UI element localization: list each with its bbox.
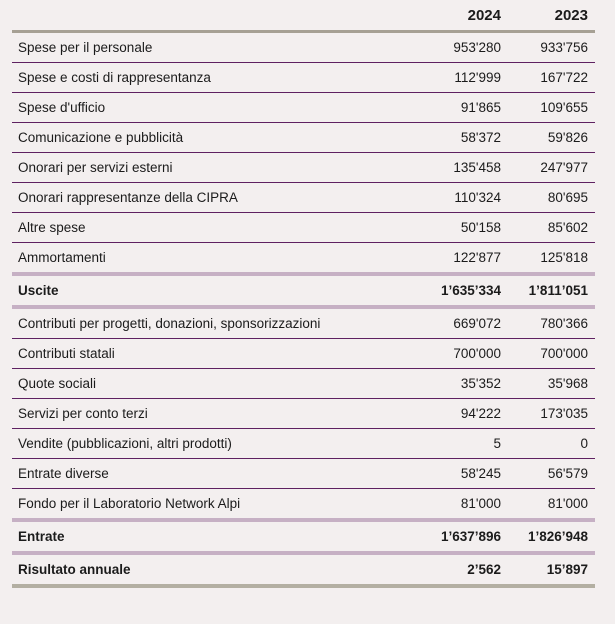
table-row-spese-rappresentanza bbox=[12, 63, 595, 93]
row-label: Uscite bbox=[12, 274, 417, 307]
annual-accounts-page bbox=[0, 2, 615, 588]
row-label: Ammortamenti bbox=[12, 243, 417, 275]
row-value-2023: 700'000 bbox=[509, 339, 595, 369]
row-value-2023: 0 bbox=[509, 429, 595, 459]
row-value-2023: 1’826’948 bbox=[509, 520, 595, 553]
header-empty-cell bbox=[12, 2, 417, 32]
table-row-entrate-diverse bbox=[12, 459, 595, 489]
row-label: Fondo per il Laboratorio Network Alpi bbox=[12, 489, 417, 521]
row-value-2023: 85'602 bbox=[509, 213, 595, 243]
row-value-2023: 80'695 bbox=[509, 183, 595, 213]
row-value-2023: 173'035 bbox=[509, 399, 595, 429]
table-row-risultato-annuale bbox=[12, 553, 595, 586]
row-value-2023: 59'826 bbox=[509, 123, 595, 153]
row-label: Contributi per progetti, donazioni, sponsorizzazioni bbox=[12, 307, 417, 339]
table-row-quote-sociali bbox=[12, 369, 595, 399]
row-value-2024: 953'280 bbox=[417, 32, 509, 63]
column-header-2023: 2023 bbox=[509, 2, 595, 32]
table-header-row bbox=[12, 2, 595, 32]
row-label: Vendite (pubblicazioni, altri prodotti) bbox=[12, 429, 417, 459]
row-value-2024: 91'865 bbox=[417, 93, 509, 123]
row-value-2024: 94'222 bbox=[417, 399, 509, 429]
row-label: Onorari rappresentanze della CIPRA bbox=[12, 183, 417, 213]
table-row-onorari-cipra bbox=[12, 183, 595, 213]
table-row-fondo-laboratorio bbox=[12, 489, 595, 521]
table-row-contributi-progetti bbox=[12, 307, 595, 339]
row-label: Entrate diverse bbox=[12, 459, 417, 489]
row-label: Comunicazione e pubblicità bbox=[12, 123, 417, 153]
row-value-2024: 35'352 bbox=[417, 369, 509, 399]
table-row-spese-ufficio bbox=[12, 93, 595, 123]
row-value-2024: 81'000 bbox=[417, 489, 509, 521]
row-value-2023: 1’811’051 bbox=[509, 274, 595, 307]
table-row-contributi-statali bbox=[12, 339, 595, 369]
row-value-2023: 780'366 bbox=[509, 307, 595, 339]
row-value-2024: 700'000 bbox=[417, 339, 509, 369]
table-row-total-entrate bbox=[12, 520, 595, 553]
table-row-onorari-esterni bbox=[12, 153, 595, 183]
row-label: Spese per il personale bbox=[12, 32, 417, 63]
row-value-2023: 247'977 bbox=[509, 153, 595, 183]
row-value-2024: 122'877 bbox=[417, 243, 509, 275]
table-row-ammortamenti bbox=[12, 243, 595, 275]
row-label: Servizi per conto terzi bbox=[12, 399, 417, 429]
table-row-spese-personale bbox=[12, 32, 595, 63]
row-label: Risultato annuale bbox=[12, 553, 417, 586]
table-row-altre-spese bbox=[12, 213, 595, 243]
table-row-vendite bbox=[12, 429, 595, 459]
row-value-2024: 5 bbox=[417, 429, 509, 459]
row-value-2023: 109'655 bbox=[509, 93, 595, 123]
row-value-2024: 112'999 bbox=[417, 63, 509, 93]
row-label: Contributi statali bbox=[12, 339, 417, 369]
row-value-2024: 135'458 bbox=[417, 153, 509, 183]
row-value-2023: 933'756 bbox=[509, 32, 595, 63]
row-value-2024: 58'372 bbox=[417, 123, 509, 153]
row-value-2024: 58'245 bbox=[417, 459, 509, 489]
table-row-comunicazione bbox=[12, 123, 595, 153]
row-label: Entrate bbox=[12, 520, 417, 553]
row-value-2023: 56'579 bbox=[509, 459, 595, 489]
table-row-total-uscite bbox=[12, 274, 595, 307]
column-header-2024: 2024 bbox=[417, 2, 509, 32]
row-value-2024: 50'158 bbox=[417, 213, 509, 243]
row-value-2023: 167'722 bbox=[509, 63, 595, 93]
annual-accounts-table bbox=[12, 2, 595, 588]
row-label: Spese e costi di rappresentanza bbox=[12, 63, 417, 93]
row-value-2024: 110'324 bbox=[417, 183, 509, 213]
row-value-2024: 2’562 bbox=[417, 553, 509, 586]
row-label: Altre spese bbox=[12, 213, 417, 243]
row-value-2024: 1’635’334 bbox=[417, 274, 509, 307]
row-value-2024: 1’637’896 bbox=[417, 520, 509, 553]
row-value-2024: 669'072 bbox=[417, 307, 509, 339]
row-label: Spese d'ufficio bbox=[12, 93, 417, 123]
row-value-2023: 15’897 bbox=[509, 553, 595, 586]
table-row-servizi-terzi bbox=[12, 399, 595, 429]
row-value-2023: 35'968 bbox=[509, 369, 595, 399]
row-value-2023: 81'000 bbox=[509, 489, 595, 521]
row-label: Quote sociali bbox=[12, 369, 417, 399]
row-value-2023: 125'818 bbox=[509, 243, 595, 275]
row-label: Onorari per servizi esterni bbox=[12, 153, 417, 183]
